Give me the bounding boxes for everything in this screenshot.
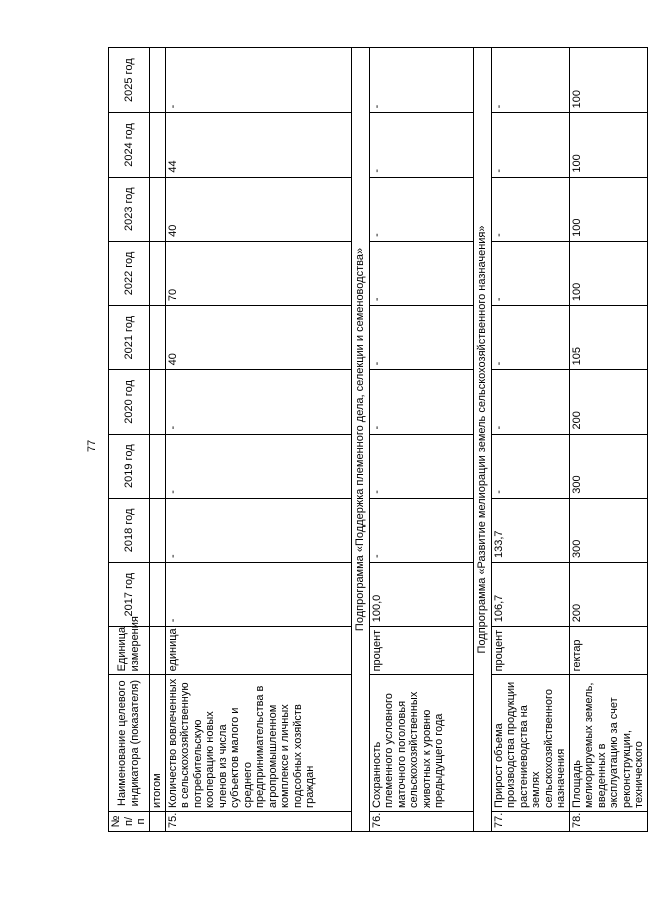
year-value: - (491, 370, 569, 434)
table-body (149, 48, 647, 832)
table-row (569, 48, 647, 832)
indicator-name: Площадь мелиорируемых земель, введенных в эксплуатацию за счет реконструкции, технического (569, 675, 647, 812)
year-value (149, 306, 165, 370)
table-row (165, 48, 351, 832)
indicator-name: Количество вовлеченных в сельскохозяйственную потребительскую кооперацию новых членов из числа субъектов малого и среднего предпринимательства в агропромышленном комплексе и личных подсобных хозяйств граждан (165, 675, 351, 812)
row-number: 76. (369, 811, 473, 831)
subprogram-row (473, 48, 491, 832)
unit-cell: единица (165, 627, 351, 675)
year-value: - (491, 177, 569, 241)
indicator-name: Прирост объема производства продукции растениеводства на землях сельскохозяйственного назначения (491, 675, 569, 812)
year-value: - (369, 306, 473, 370)
row-number: 77. (491, 811, 569, 831)
year-value: - (165, 434, 351, 498)
year-value (149, 434, 165, 498)
year-value: - (491, 434, 569, 498)
header-year: 2019 год (109, 434, 150, 498)
year-value: - (491, 48, 569, 113)
year-value: 44 (165, 113, 351, 177)
table-row (491, 48, 569, 832)
header-year: 2018 год (109, 498, 150, 562)
year-value: - (165, 498, 351, 562)
unit-cell: гектар (569, 627, 647, 675)
year-value: - (369, 48, 473, 113)
year-value (149, 241, 165, 305)
year-value: 100 (569, 241, 647, 305)
header-year: 2020 год (109, 370, 150, 434)
table-row (369, 48, 473, 832)
year-value: - (369, 498, 473, 562)
year-value: - (491, 241, 569, 305)
year-value: 70 (165, 241, 351, 305)
year-value: - (165, 48, 351, 113)
row-number: 75. (165, 811, 351, 831)
year-value: 200 (569, 370, 647, 434)
year-value (149, 498, 165, 562)
year-value (149, 563, 165, 627)
year-value: - (369, 113, 473, 177)
year-value: 100 (569, 48, 647, 113)
year-value: 200 (569, 563, 647, 627)
year-value: - (165, 563, 351, 627)
year-value (149, 177, 165, 241)
unit-cell (149, 627, 165, 675)
rotated-table-area (108, 47, 645, 832)
row-number: 78. (569, 811, 647, 831)
year-value: - (369, 241, 473, 305)
year-value (149, 48, 165, 113)
header-year: 2021 год (109, 306, 150, 370)
year-value: - (491, 113, 569, 177)
subprogram-title: Подпрограмма «Развитие мелиорации земель сельскохозяйственного назначения» (473, 48, 491, 832)
indicator-name: Сохранность племенного условного маточного поголовья сельскохозяйственных животных к уровню предыдущего года (369, 675, 473, 812)
unit-cell: процент (491, 627, 569, 675)
table-row (149, 48, 165, 832)
table-header-row (109, 48, 150, 832)
row-number (149, 811, 165, 831)
year-value: 40 (165, 306, 351, 370)
year-value: - (369, 434, 473, 498)
page-number: 77 (86, 439, 98, 452)
year-value: 105 (569, 306, 647, 370)
year-value: 100,0 (369, 563, 473, 627)
header-year: 2023 год (109, 177, 150, 241)
subprogram-row (351, 48, 369, 832)
year-value (149, 113, 165, 177)
header-year: 2025 год (109, 48, 150, 113)
header-year: 2024 год (109, 113, 150, 177)
year-value (149, 370, 165, 434)
header-unit: Единица измерения (109, 627, 150, 675)
indicator-name: итогом (149, 675, 165, 812)
year-value: 100 (569, 113, 647, 177)
header-no: № п/п (109, 811, 150, 831)
header-year: 2017 год (109, 563, 150, 627)
year-value: 106,7 (491, 563, 569, 627)
year-value: - (369, 370, 473, 434)
year-value: 133,7 (491, 498, 569, 562)
year-value: - (165, 370, 351, 434)
unit-cell: процент (369, 627, 473, 675)
year-value: 300 (569, 498, 647, 562)
indicators-table (108, 47, 648, 832)
year-value: 300 (569, 434, 647, 498)
year-value: 100 (569, 177, 647, 241)
header-year: 2022 год (109, 241, 150, 305)
year-value: - (491, 306, 569, 370)
header-name: Наименование целевого индикатора (показателя) (109, 675, 150, 812)
year-value: 40 (165, 177, 351, 241)
subprogram-title: Подпрограмма «Поддержка племенного дела, селекции и семеноводства» (351, 48, 369, 832)
year-value: - (369, 177, 473, 241)
